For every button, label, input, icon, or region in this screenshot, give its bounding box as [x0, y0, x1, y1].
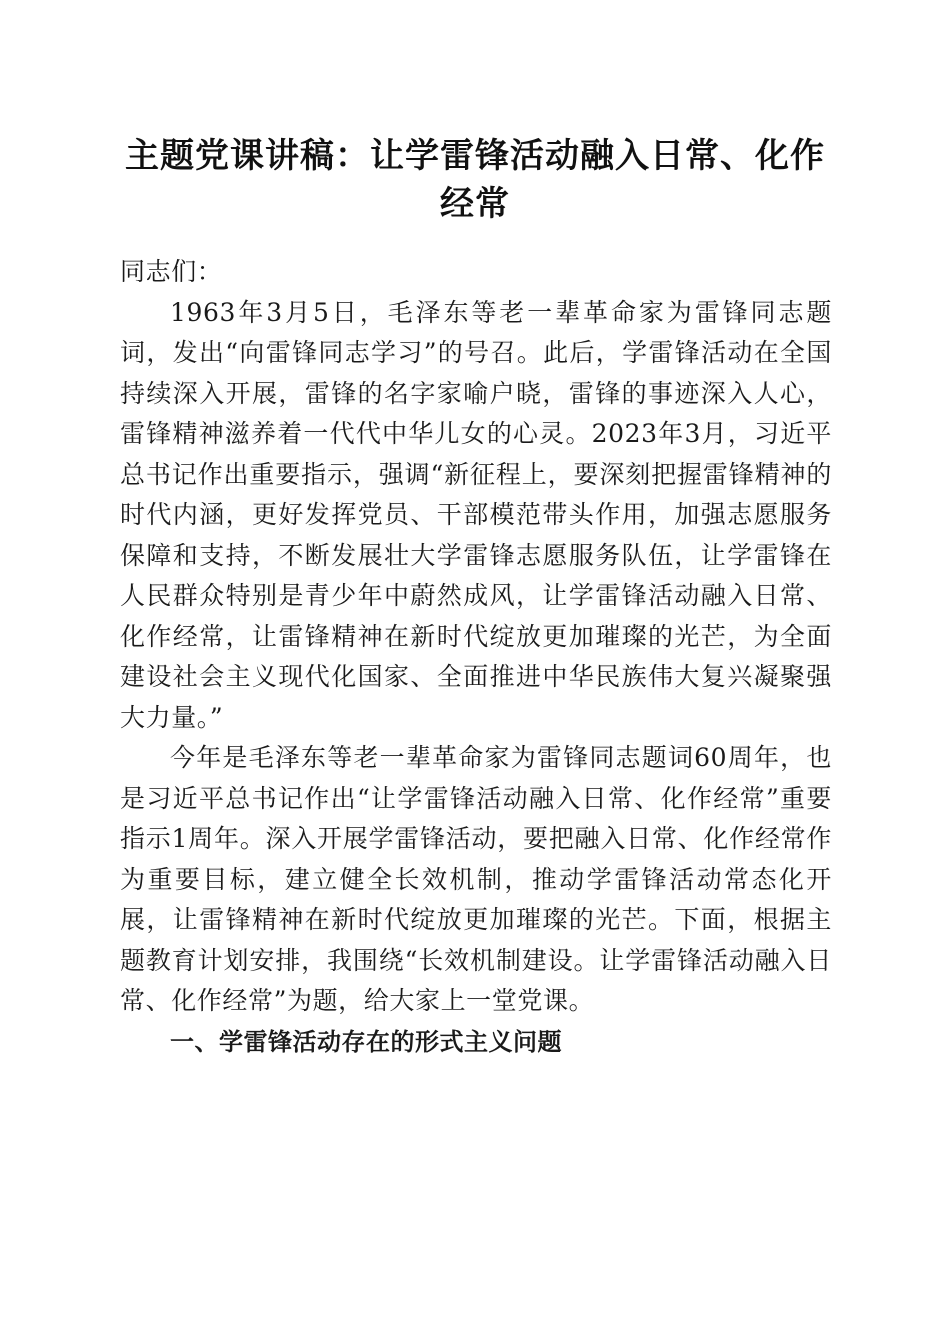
section-heading: 一、学雷锋活动存在的形式主义问题 [170, 1027, 562, 1056]
paragraph-1: 1963年3月5日，毛泽东等老一辈革命家为雷锋同志题词，发出“向雷锋同志学习”的号召。此后，学雷锋活动在全国持续深入开展，雷锋的名字家喻户晓，雷锋的事迹深入人心，雷锋精神滋养着一代代中华儿女的心灵。2023年3月，习近平总书记作出重要指示，强调“新征程上，要深刻把握雷锋精神的时代内涵，更好发挥党员、干部模范带头作用，加强志愿服务保障和支持，不断发展壮大学雷锋志愿服务队伍，让学雷锋在人民群众特别是青少年中蔚然成风，让学雷锋活动融入日常、化作经常，让雷锋精神在新时代绽放更加璀璨的光芒，为全面建设社会主义现代化国家、全面推进中华民族伟大复兴凝聚强大力量。” [120, 297, 832, 732]
paragraph-2: 今年是毛泽东等老一辈革命家为雷锋同志题词60周年，也是习近平总书记作出“让学雷锋活动融入日常、化作经常”重要指示1周年。深入开展学雷锋活动，要把融入日常、化作经常作为重要目标，建立健全长效机制，推动学雷锋活动常态化开展，让雷锋精神在新时代绽放更加璀璨的光芒。下面，根据主题教育计划安排，我围绕“长效机制建设。让学雷锋活动融入日常、化作经常”为题，给大家上一堂党课。 [120, 743, 832, 1015]
salutation: 同志们： [120, 257, 223, 286]
document-title: 主题党课讲稿：让学雷锋活动融入日常、化作经常 [125, 136, 825, 224]
document-body [120, 252, 832, 1062]
